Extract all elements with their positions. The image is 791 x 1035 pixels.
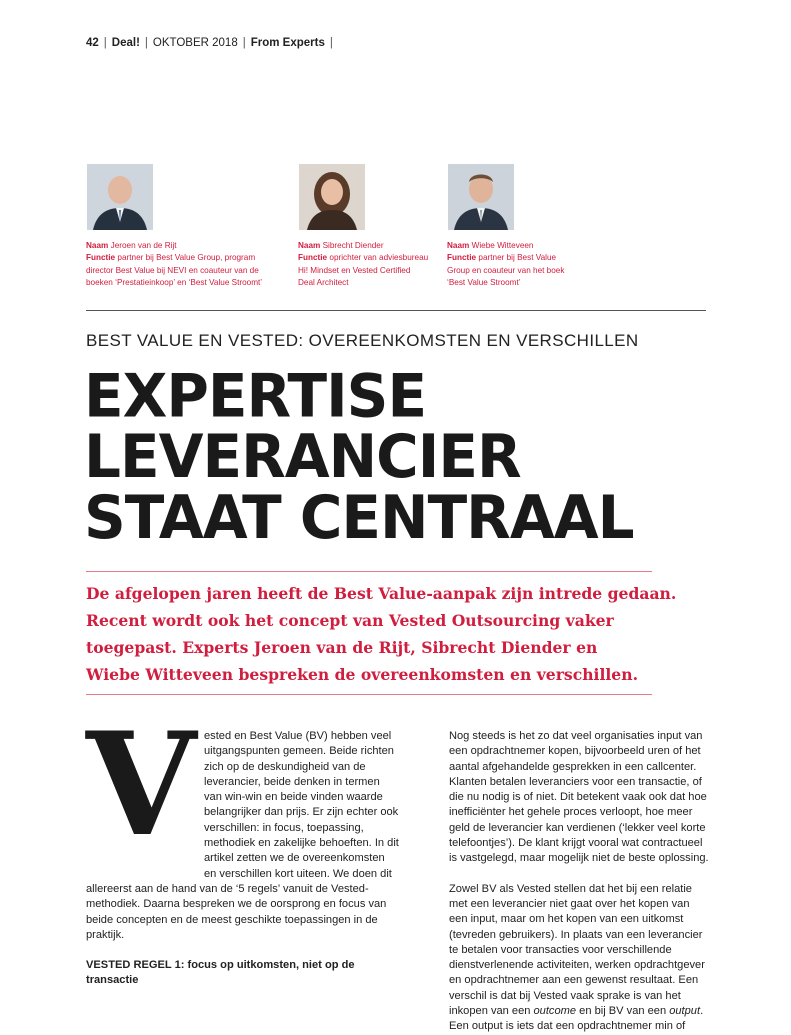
intro-top-rule [86, 571, 652, 572]
author-card-3: Naam Wiebe Witteveen Functie partner bij Best Value Group en coauteur van het boek ‘Best Value Stroomt’ [447, 164, 637, 289]
body-paragraph: ested en Best Value (BV) hebben veel uitgangspunten gemeen. Beide richten zich op de deskundigheid van de leverancier, beide denken in termen van win-win en beide vinden waarde belangrijker dan prijs. Er zijn echter ook verschillen: in focus, toepassing, methodiek en zakelijke behoeften. In dit artikel zetten we de overeenkomsten en verschillen kort uiteen. We doen dit allereerst aan de hand van de ‘5 regels’ vanuit de Vested-methodiek. Daarna bespreken we de oorsprong en focus van beide concepten en de meest geschikte toepassingen in de praktijk. [86, 730, 399, 941]
author-photo [87, 164, 153, 230]
author-role: partner bij Best Value [478, 253, 557, 263]
running-header: 42 | Deal! | OKTOBER 2018 | From Experts | [86, 37, 333, 49]
drop-cap: V [86, 702, 197, 868]
author-card-2: Naam Sibrecht Diender Functie oprichter van adviesbureau Hi! Mindset en Vested Certified Deal Architect [298, 164, 488, 289]
magazine-name: Deal! [111, 37, 140, 49]
issue-date: OKTOBER 2018 [152, 37, 238, 49]
author-name: Wiebe Witteveen [471, 241, 534, 250]
author-card-1: Naam Jeroen van de Rijt Functie partner bij Best Value Group, program director Best Value bij NEVI en coauteur van de boeken ‘Prestatieinkoop’ en ‘Best Value Stroomt’ [86, 164, 276, 289]
section-name: From Experts [250, 37, 325, 49]
author-photo [299, 164, 365, 230]
body-column-right [449, 729, 711, 1033]
divider [86, 310, 706, 311]
intro-bottom-rule [86, 694, 652, 695]
article-kicker: BEST VALUE EN VESTED: OVEREENKOMSTEN EN VERSCHILLEN [86, 331, 639, 350]
author-name: Jeroen van de Rijt [110, 241, 177, 250]
article-intro: De afgelopen jaren heeft de Best Value-aanpak zijn intrede gedaan. Recent wordt ook het concept van Vested Outsourcing vaker toegepast. Experts Jeroen van de Rijt, Sibrecht Diender en Wiebe Witteveen bespreken de overeenkomsten en verschillen. [86, 584, 677, 684]
body-paragraph-continued: Nog steeds is het zo dat veel organisaties input van een opdrachtnemer kopen, bijvoorbeeld uren of het aantal afgehandelde gesprekken in een callcenter. Klanten betalen leveranciers voor een transactie, of die nu nodig is of niet. Dit betekent vaak ook dat hoe inefficiënter het gehele proces verloopt, hoe meer geld de leverancier kan verdienen (‘lekker veel korte telefoontjes’). De klant krijgt vooral wat contractueel is vastgelegd, maar mogelijk niet de beste oplossing. [449, 730, 709, 865]
author-role: oprichter van adviesbureau [329, 253, 429, 263]
body-column-left [86, 702, 400, 1004]
author-name: Sibrecht Diender [322, 241, 384, 250]
body-paragraph: Zowel BV als Vested stellen dat het bij een relatie met een leverancier niet gaat over het kopen van een input, maar om het kopen van een uitkomst (tevreden gebruikers). In plaats van een leverancier te betalen voor transacties voor verschillende dienstverlenende activiteiten, werken opdrachtgever en opdrachtnemer aan een gewenst resultaat. Een verschil is dat bij Vested vaak sprake is van het inkopen van een outcome en bij BV van een output. Een output is iets dat een opdrachtnemer min of [449, 882, 705, 1033]
author-role: partner bij Best Value Group, program [117, 253, 256, 263]
author-photo [448, 164, 514, 230]
article-headline: EXPERTISE LEVERANCIER STAAT CENTRAAL [84, 360, 634, 553]
subheading: VESTED REGEL 1: focus op uitkomsten, niet op de transactie [86, 959, 355, 987]
page-number: 42 [86, 37, 99, 49]
